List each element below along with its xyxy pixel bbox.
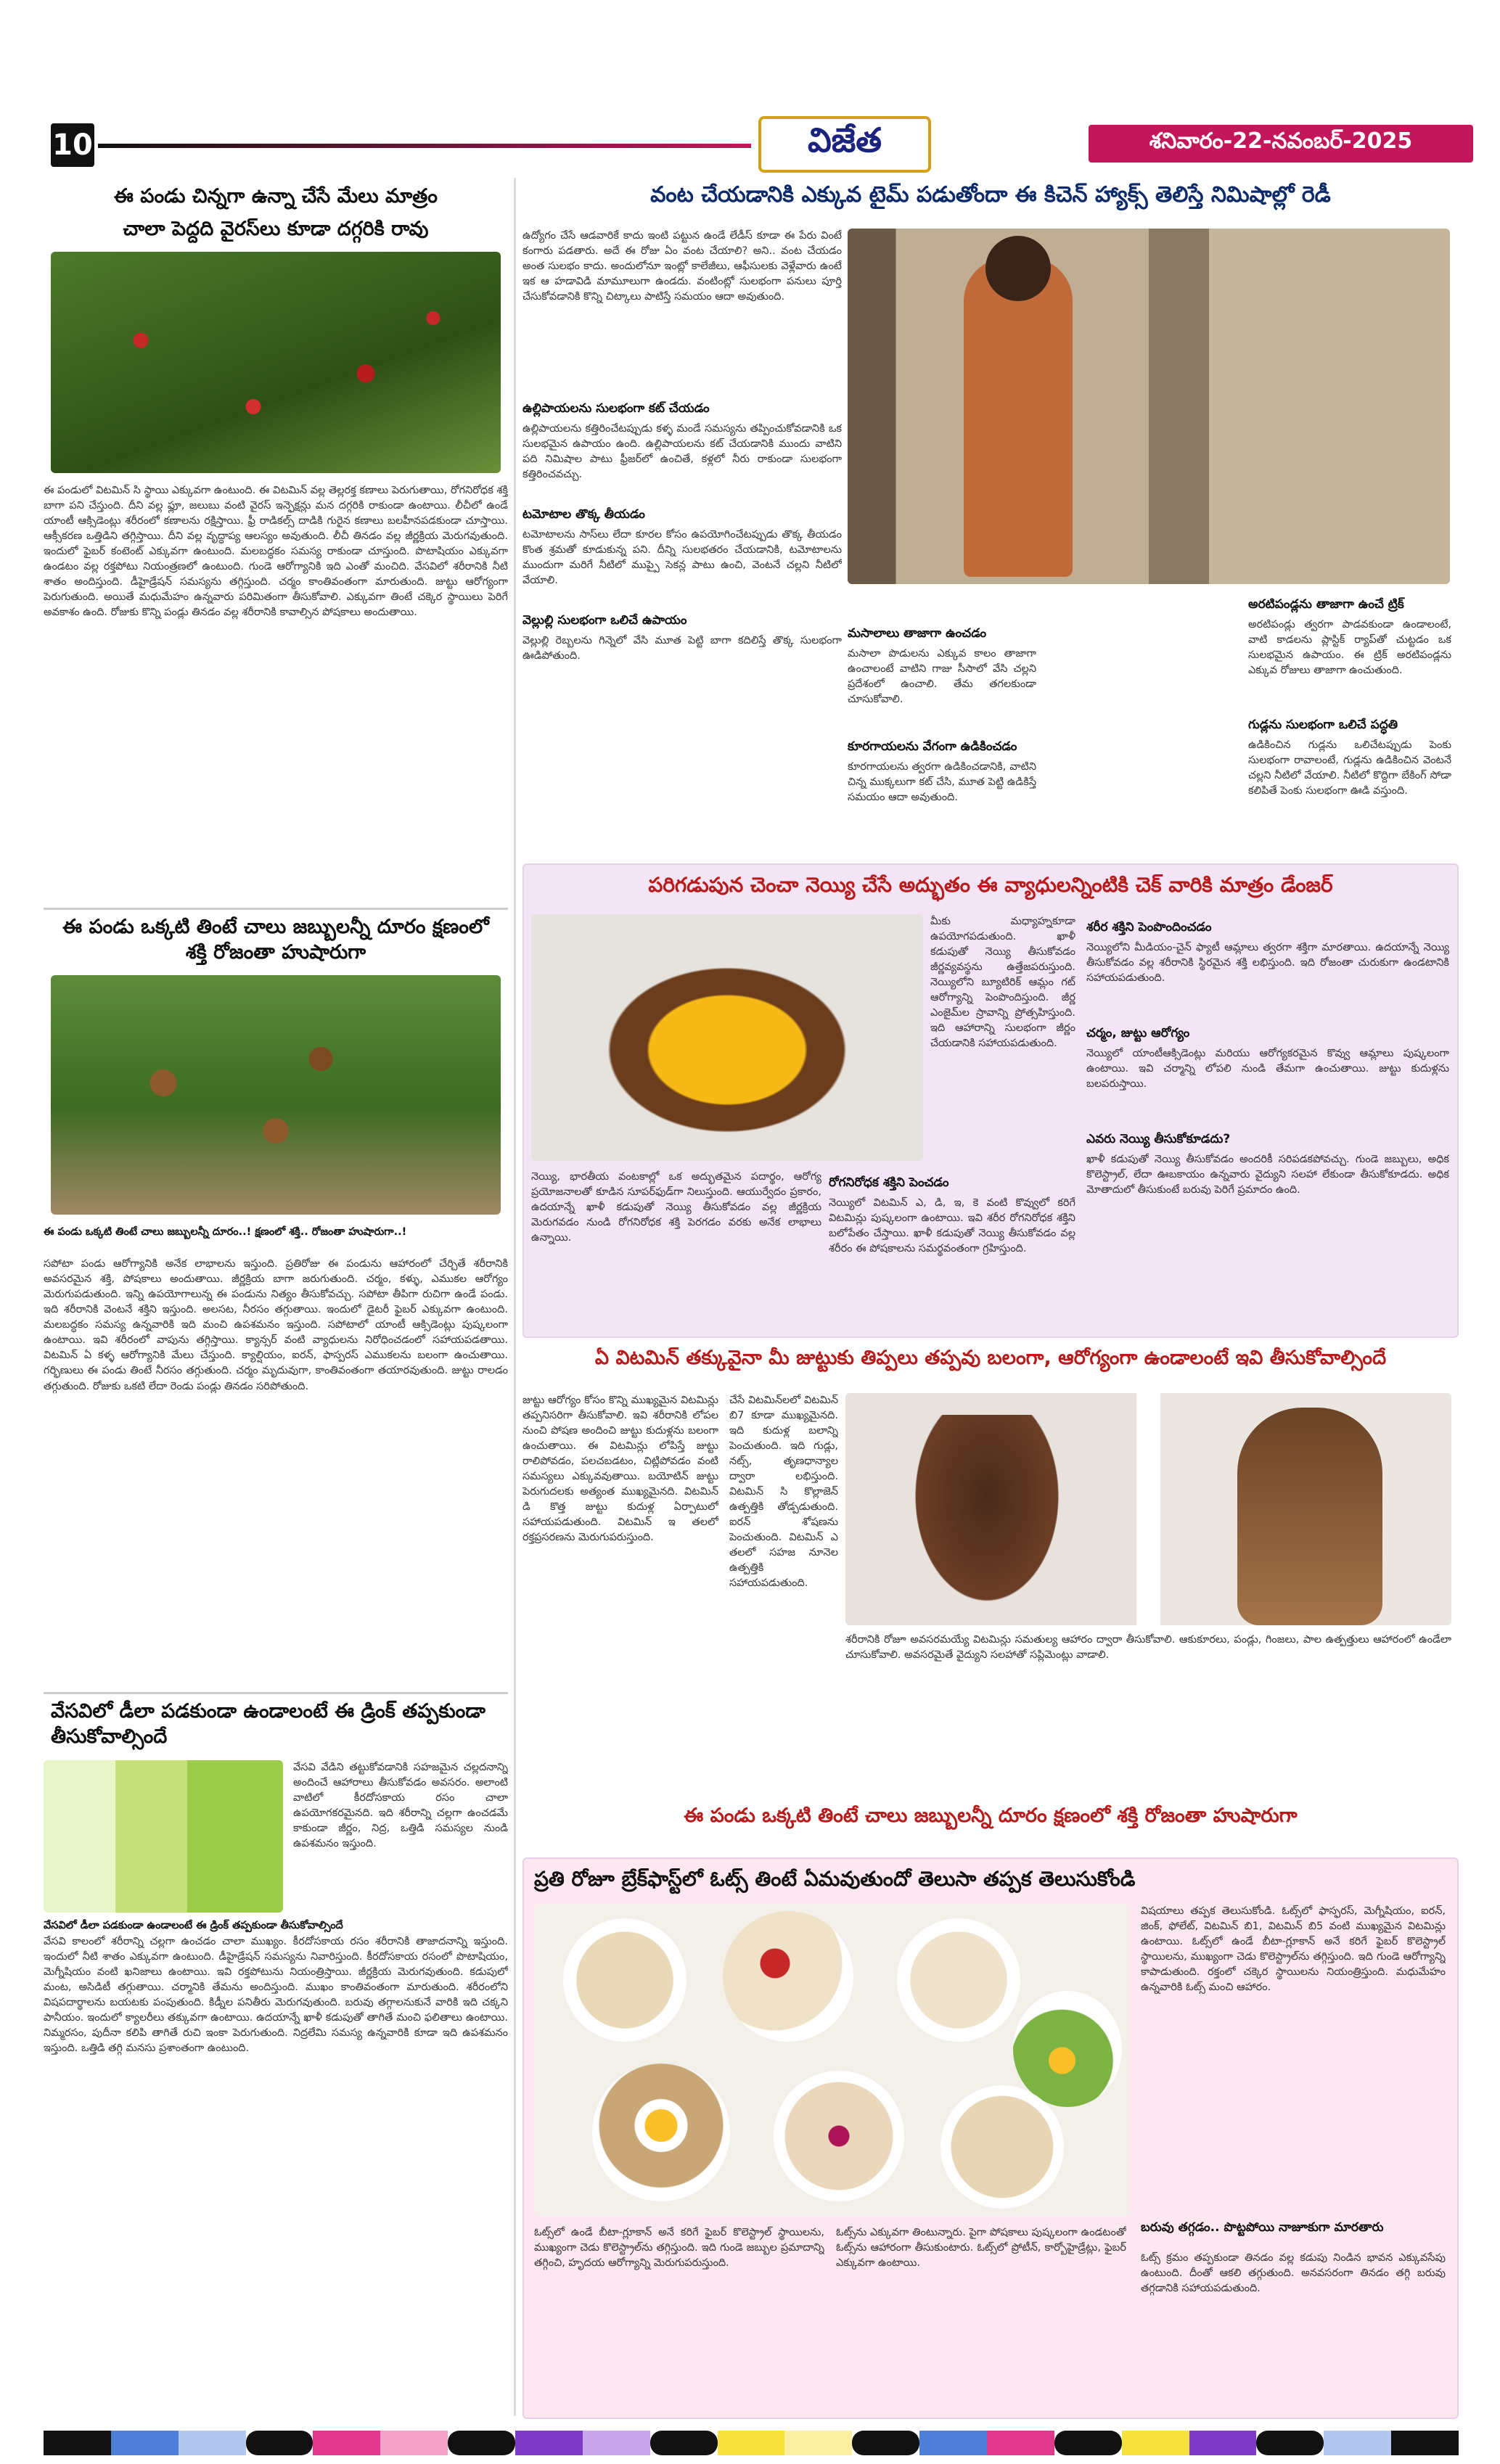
kitchen-sub-veg-body: కూరగాయలను త్వరగా ఉడికించడానికి, వాటిని చిన్న ముక్కలుగా కట్ చేసి, మూత పెట్టి ఉడికిస్తే సమయం ఆదా అవుతుంది. [848,761,1036,804]
ghee-bowl-photo [531,914,923,1161]
ghee-sub-who-body: ఖాళీ కడుపుతో నెయ్యి తీసుకోవడం అందరికీ సరిపడకపోవచ్చు. గుండె జబ్బులు, అధిక కొలెస్ట్రాల్, లేదా ఊబకాయం ఉన్నవారు వైద్యుని సలహా లేకుండా తీసుకోకూడదు. అధిక మోతాదులో తీసుకుంటే బరువు పెరిగే ప్రమాదం ఉంది. [1086,1154,1449,1196]
article-sapota-body: సపోటా పండు ఆరోగ్యానికి అనేక లాభాలను ఇస్తుంది. ప్రతిరోజు ఈ పండును ఆహారంలో చేర్చితే శరీరానికి అవసరమైన శక్తి, పోషకాలు అందుతాయి. జీర్ణక్రియ బాగా జరుగుతుంది. చర్మం, కళ్ళు, ఎముకల ఆరోగ్యం మెరుగుపడుతుంది. ఇన్ని ఉపయోగాలున్న ఈ పండును నిత్యం తీసుకోవచ్చు. సపోటా తీపిగా రుచిగా ఉండే పండు. ఇది శరీరానికి వెంటనే శక్తిని ఇస్తుంది. అలసట, నీరసం తగ్గుతాయి. ఇందులో డైటరీ ఫైబర్ ఎక్కువగా ఉంటుంది. మలబద్ధకం సమస్య ఉన్నవారికి ఇది మంచి ఉపశమనం ఇస్తుంది. సపోటాలో యాంటీ ఆక్సిడెంట్లు పుష్కలంగా ఉంటాయి. ఇవి శరీరంలో వాపును తగ్గిస్తాయి. క్యాన్సర్ వంటి వ్యాధులను నిరోధించడంలో సహాయపడతాయి. విటమిన్ ఏ కళ్ళ ఆరోగ్యానికి మేలు చేస్తుంది. క్యాల్షియం, ఐరన్, ఫాస్పరస్ ఎముకలను బలంగా ఉంచుతాయి. గర్భిణులు ఈ పండు తింటే నీరసం తగ్గుతుంది. చర్మం మృదువుగా, కాంతివంతంగా తయారవుతుంది. జుట్టు రాలడం తగ్గుతుంది. రోజుకు ఒకటి లేదా రెండు పండ్లు తినడం సరిపోతుంది. [44,1258,508,1392]
kitchen-sub-egg-body: ఉడికించిన గుడ్లను ఒలిచేటప్పుడు పెంకు సులభంగా రావాలంటే, గుడ్లను ఉడికించిన వెంటనే చల్లని నీటిలో వేయాలి. నీటిలో కొద్దిగా బేకింగ్ సోడా కలిపితే పెంకు సులభంగా ఊడి వస్తుంది. [1248,739,1451,797]
lychee-tree-photo [51,252,501,473]
article-sapota-title: ఈ పండు ఒక్కటి తింటే చాలు జబ్బులన్నీ దూరం క్షణంలో శక్తి రోజంతా హుషారుగా [62,916,489,964]
header-rule [98,144,751,148]
kitchen-sub-onion-body: ఉల్లిపాయలను కత్తిరించేటప్పుడు కళ్ళ మండే సమస్యను తప్పించుకోవడానికి ఒక సులభమైన ఉపాయం ఉంది. ఉల్లిపాయలను కట్ చేయడానికి ముందు వాటిని పది నిమిషాల పాటు ఫ్రీజర్‌లో ఉంచితే, కళ్లలో నీరు రాకుండా సులభంగా కత్తిరించవచ్చు. [522,423,842,481]
kitchen-sub-onion: ఉల్లిపాయలను సులభంగా కట్ చేయడం [522,401,710,416]
oats-c3: ఓట్స్ క్రమం తప్పకుండా తినడం వల్ల కడుపు నిండిన భావన ఎక్కువసేపు ఉంటుంది. దీంతో ఆకలి తగ్గుతుంది. అనవసరంగా తినడం తగ్గి బరువు తగ్గడానికి సహాయపడుతుంది. [1141,2252,1446,2295]
article-hair [522,1342,1459,1792]
hair-comparison-photo [845,1393,1451,1625]
masthead-logo: విజేత [758,116,931,173]
kitchen-sub-garlic: వెల్లుల్లి సులభంగా ఒలిచే ఉపాయం [522,613,687,628]
article-sapota-lead: ఈ పండు ఒక్కటి తింటే చాలు జబ్బులన్నీ దూరం..! క్షణంలో శక్తి.. రోజంతా హుషారుగా..! [44,1226,407,1239]
kitchen-sub-garlic-body: వెల్లుల్లి రెబ్బలను గిన్నెలో వేసి మూత పెట్టి బాగా కదిలిస్తే తొక్క సులభంగా ఊడిపోతుంది. [522,635,842,662]
sapota-tree-photo [51,975,501,1215]
kitchen-sub-spice: మసాలాలు తాజాగా ఉంచడం [848,626,987,641]
ghee-sub-energy-body: నెయ్యిలోని మీడియం-చైన్ ఫ్యాటీ ఆమ్లాలు త్వరగా శక్తిగా మారతాయి. ఉదయాన్నే నెయ్యి తీసుకోవడం వల్ల శరీరానికి స్థిరమైన శక్తి లభిస్తుంది. ఇది రోజంతా చురుకుగా ఉండటానికి సహాయపడుతుంది. [1086,942,1449,985]
article-lychee-title: ఈ పండు చిన్నగా ఉన్నా చేసే మేలు మాత్రం [114,185,438,208]
ghee-sub-skin: చర్మం, జుట్టు ఆరోగ్యం [1086,1026,1190,1040]
article-kitchen-title: వంట చేయడానికి ఎక్కువ టైమ్ పడుతోందా ఈ కిచెన్ హ్యాక్స్ తెలిస్తే నిమిషాల్లో రెడీ [650,182,1331,208]
ghee-c1b: నెయ్యి, భారతీయ వంటకాల్లో ఒక అద్భుతమైన పదార్థం, ఆరోగ్య ప్రయోజనాలతో కూడిన సూపర్‌ఫుడ్‌గా నిలుస్తుంది. ఆయుర్వేదం ప్రకారం, ఉదయాన్నే ఖాళీ కడుపుతో నెయ్యి తీసుకోవడం వల్ల జీర్ణక్రియ మెరుగవడం నుండి రోగనిరోధక శక్తి పెరగడం వరకు అనేక లాభాలు ఉన్నాయి. [531,1171,821,1244]
hair-c1: జుట్టు ఆరోగ్యం కోసం కొన్ని ముఖ్యమైన విటమిన్లు తప్పనిసరిగా తీసుకోవాలి. ఇవి శరీరానికి లోపల నుంచి పోషణ అందించి జుట్టు కుదుళ్లను బలంగా ఉంచుతాయి. ఈ విటమిన్లు లోపిస్తే జుట్టు రాలిపోవడం, పలచబడటం, చిట్లిపోవడం వంటి సమస్యలు ఎక్కువవుతాయి. బయోటిన్ జుట్టు పెరుగుదలకు అత్యంత ముఖ్యమైనది. విటమిన్ డి కొత్త జుట్టు కుదుళ్ల ఏర్పాటులో సహాయపడుతుంది. విటమిన్ ఇ తలలో రక్తప్రసరణను మెరుగుపరుస్తుంది. [522,1395,718,1544]
ghee-sub-immunity: రోగనిరోధక శక్తిని పెంచడం [829,1175,949,1190]
oats-side: విషయాలు తప్పక తెలుసుకోండి. ఓట్స్‌లో ఫాస్ఫరస్, మెగ్నీషియం, ఐరన్, జింక్, ఫోలేట్, విటమిన్ బి1, విటమిన్ బి5 వంటి ముఖ్యమైన విటమిన్లు ఉంటాయి. ఓట్స్‌లో ఉండే బీటా-గ్లూకాన్ అనే కరిగే ఫైబర్ కొలెస్ట్రాల్ స్థాయిలను, ముఖ్యంగా చెడు కొలెస్ట్రాల్‌ను తగ్గిస్తుంది. ఇది గుండె ఆరోగ్యాన్ని కాపాడుతుంది. రక్తంలో చక్కెర స్థాయిలను నియంత్రిస్తుంది. మధుమేహం ఉన్నవారికి ఓట్స్ మంచి ఆహారం. [1141,1905,1446,1994]
article-kitchen [522,178,1459,860]
page-number: 10 [51,123,94,167]
article-drink-lead: వేసవిలో డీలా పడకుండా ఉండాలంటే ఈ డ్రింక్ తప్పకుండా తీసుకోవాల్సిందే [44,1919,343,1931]
kitchen-sub-spice-body: మసాలా పొడులను ఎక్కువ కాలం తాజాగా ఉంచాలంటే వాటిని గాజు సీసాలో వేసి చల్లని ప్రదేశంలో ఉంచాలి. తేమ తగలకుండా చూసుకోవాలి. [848,648,1036,706]
article-fruit-banner [522,1796,1459,1854]
oats-bowls-photo [534,1904,1129,2216]
kitchen-woman-photo [848,229,1450,584]
cucumber-juice-photo [44,1760,283,1913]
kitchen-sub-banana-body: అరటిపండ్లు త్వరగా పాడవకుండా ఉండాలంటే, వాటి కాడలను ప్లాస్టిక్ ర్యాప్‌తో చుట్టడం ఒక సులభమైన ఉపాయం. ఈ ట్రిక్ అరటిపండ్లను ఎక్కువ రోజులు తాజాగా ఉంచుతుంది. [1248,619,1451,677]
ghee-sub-immunity-body: నెయ్యిలో విటమిన్ ఎ, డి, ఇ, కె వంటి కొవ్వులో కరిగే విటమిన్లు పుష్కలంగా ఉంటాయి. ఇవి శరీర రోగనిరోధక శక్తిని బలోపేతం చేస్తాయి. ఖాళీ కడుపుతో నెయ్యి తీసుకోవడం వల్ల శరీరం ఈ పోషకాలను సమర్థవంతంగా గ్రహిస్తుంది. [829,1197,1075,1255]
kitchen-sub-banana: అరటిపండ్లను తాజాగా ఉంచే ట్రిక్ [1248,597,1404,612]
article-oats-title: ప్రతి రోజూ బ్రేక్‌ఫాస్ట్‌లో ఓట్స్ తింటే ఏమవుతుందో తెలుసా తప్పక తెలుసుకోండి [534,1867,1136,1891]
kitchen-sub-tomato-body: టమోటాలను సాస్‌లు లేదా కూరల కోసం ఉపయోగించేటప్పుడు తొక్క తీయడం కొంత శ్రమతో కూడుకున్న పని. దీన్ని సులభతరం చేయడానికి, టమోటాలను ముందుగా మరిగే నీటిలో ముప్పై సెకన్ల పాటు ఉంచి, వెంటనే చల్లని నీటిలో వేయాలి. [522,529,842,587]
oats-c2: ఓట్స్‌ను ఎక్కువగా తింటున్నారు. పైగా పోషకాలు పుష్కలంగా ఉండటంతో ఓట్స్‌ను ఆహారంగా తీసుకుంటారు. ఓట్స్‌లో ప్రోటీన్, కార్బోహైడ్రేట్లు, ఫైబర్ ఎక్కువగా ఉంటాయి. [836,2227,1126,2270]
article-ghee [522,863,1459,1338]
article-drink-body: వేసవి కాలంలో శరీరాన్ని చల్లగా ఉంచడం చాలా ముఖ్యం. కీరదోసకాయ రసం శరీరానికి తాజాదనాన్ని ఇస్తుంది. ఇందులో నీటి శాతం ఎక్కువగా ఉంటుంది. డీహైడ్రేషన్ సమస్యను నివారిస్తుంది. కీరదోసకాయ రసంలో పొటాషియం, మెగ్నీషియం వంటి ఖనిజాలు ఉంటాయి. ఇవి రక్తపోటును నియంత్రిస్తాయి. జీర్ణక్రియ మెరుగవుతుంది. కడుపులో మంట, అసిడిటీ తగ్గుతాయి. చర్మానికి తేమను అందిస్తుంది. ముఖం కాంతివంతంగా మారుతుంది. శరీరంలోని విషపదార్థాలను బయటకు పంపుతుంది. కిడ్నీల పనితీరు మెరుగవుతుంది. బరువు తగ్గాలనుకునే వారికి ఇది చక్కని పానీయం. ఇందులో క్యాలరీలు తక్కువగా ఉంటాయి. ఉదయాన్నే ఖాళీ కడుపుతో తాగితే మంచి ఫలితాలు ఉంటాయి. నిమ్మరసం, పుదీనా కలిపి తాగితే రుచి ఇంకా పెరుగుతుంది. నిద్రలేమి సమస్య ఉన్నవారికి కూడా ఇది ఉపశమనం ఇస్తుంది. ఒత్తిడి తగ్గి మనసు ప్రశాంతంగా ఉంటుంది. [44,1935,508,2054]
ghee-sub-energy: శరీర శక్తిని పెంపొందించడం [1086,920,1212,935]
ghee-sub-who: ఎవరు నెయ్యి తీసుకోకూడదు? [1086,1132,1231,1146]
ghee-sub-skin-body: నెయ్యిలో యాంటీఆక్సిడెంట్లు మరియు ఆరోగ్యకరమైన కొవ్వు ఆమ్లాలు పుష్కలంగా ఉంటాయి. ఇవి చర్మాన్ని లోపలి నుండి తేమగా ఉంచుతాయి. జుట్టు కుదుళ్లను బలపరుస్తాయి. [1086,1048,1449,1091]
column-divider [514,178,516,2416]
print-color-bar [44,2431,1459,2455]
ghee-c1: మీకు మధ్యాహ్నకూడా ఉపయోగపడుతుంది. ఖాళీ కడుపుతో నెయ్యి తీసుకోవడం జీర్ణవ్యవస్థను ఉత్తేజపరుస్తుంది. నెయ్యిలోని బ్యూటిరిక్ ఆమ్లం గట్ ఆరోగ్యాన్ని పెంపొందిస్తుంది. జీర్ణ ఎంజైమ్‌ల స్రావాన్ని ప్రోత్సహిస్తుంది. ఇది ఆహారాన్ని సులభంగా జీర్ణం చేయడానికి సహాయపడుతుంది. [930,916,1075,1050]
article-ghee-title: పరిగడుపున చెంచా నెయ్యి చేసే అద్భుతం ఈ వ్యాధులన్నింటికి చెక్ వారికి మాత్రం డేంజర్ [648,873,1333,897]
kitchen-sub-egg: గుడ్లను సులభంగా ఒలిచే పద్ధతి [1248,718,1398,732]
article-lychee-subtitle: చాలా పెద్దది వైరస్‌లు కూడా దగ్గరికి రావు [123,218,429,241]
kitchen-intro: ఉద్యోగం చేసే ఆడవారికే కాదు ఇంటి పట్టున ఉండే లేడీస్ కూడా ఈ పేరు వింటే కంగారు పడతారు. అదే ఈ రోజు ఏం వంట చేయాలి? అని.. వంట చేయడం అంత సులభం కాదు. అందులోనూ ఇంట్లో కాలేజీలు, ఆఫీసులకు వెళ్లేవారు ఉంటే ఇక ఆ హడావిడి మామూలుగా ఉండదు. వంటింట్లో సులభంగా పనులు పూర్తి చేసుకోవడానికి కొన్ని చిట్కాలు పాటిస్తే సమయం ఆదా అవుతుంది. [522,230,842,303]
oats-c1: ఓట్స్‌లో ఉండే బీటా-గ్లూకాన్ అనే కరిగే ఫైబర్ కొలెస్ట్రాల్ స్థాయిలను, ముఖ్యంగా చెడు కొలెస్ట్రాల్‌ను తగ్గిస్తుంది. ఇది గుండె జబ్బుల ప్రమాదాన్ని తగ్గించి, హృదయ ఆరోగ్యాన్ని మెరుగుపరుస్తుంది. [534,2227,824,2270]
kitchen-sub-tomato: టమోటాల తొక్క తీయడం [522,507,645,522]
oats-sub-weight: బరువు తగ్గడం.. పొట్టపోయి నాజూకుగా మారతారు [1141,2220,1384,2235]
hair-c3: శరీరానికి రోజూ అవసరమయ్యే విటమిన్లు సమతుల్య ఆహారం ద్వారా తీసుకోవాలి. ఆకుకూరలు, పండ్లు, గింజలు, పాల ఉత్పత్తులు ఆహారంలో ఉండేలా చూసుకోవాలి. అవసరమైతే వైద్యుని సలహాతో సప్లిమెంట్లు వాడాలి. [845,1634,1451,1662]
date-banner: శనివారం-22-నవంబర్-2025 [1089,125,1473,163]
article-drink-title: వేసవిలో డీలా పడకుండా ఉండాలంటే ఈ డ్రింక్ తప్పకుండా తీసుకోవాల్సిందే [51,1700,485,1749]
hair-c2: చేసే విటమిన్‌లలో విటమిన్ బి7 కూడా ముఖ్యమైనది. ఇది కుదుళ్ల బలాన్ని పెంచుతుంది. ఇది గుడ్లు, నట్స్, తృణధాన్యాల ద్వారా లభిస్తుంది. విటమిన్ సి కొల్లాజెన్ ఉత్పత్తికి తోడ్పడుతుంది. ఐరన్ శోషణను పెంచుతుంది. విటమిన్ ఎ తలలో సహజ నూనెల ఉత్పత్తికి సహాయపడుతుంది. [729,1395,838,1590]
kitchen-col2-body [848,591,1036,620]
article-lychee-body: ఈ పండులో విటమిన్ సి స్థాయి ఎక్కువగా ఉంటుంది. ఈ విటమిన్ వల్ల తెల్లరక్త కణాలు పెరుగుతాయి, రోగనిరోధక శక్తి బాగా పని చేస్తుంది. దీని వల్ల ఫ్లూ, జలుబు వంటి వైరస్ ఇన్ఫెక్షన్లు మన దగ్గరికి రాకుండా ఉంటాయి. లీచీలో ఉండే యాంటీ ఆక్సిడెంట్లు శరీరంలో కణాలను రక్షిస్తాయి. ఫ్రీ రాడికల్స్ దాడికి గురైన కణాలు బలహీనపడకుండా చూస్తాయి. ఆక్సీకరణ ఒత్తిడిని తగ్గిస్తాయి. దీని వల్ల వృద్ధాప్య ఆలస్యం అవుతుంది. లీచీ తినడం వల్ల జీర్ణక్రియ మెరుగవుతుంది. ఇందులో ఫైబర్ కంటెంట్ ఎక్కువగా ఉంటుంది. మలబద్ధకం సమస్య రాకుండా చూస్తుంది. పొటాషియం ఎక్కువగా ఉండటం వల్ల రక్తపోటు నియంత్రణలో ఉంటుంది. గుండె ఆరోగ్యానికి ఇది ఎంతో మంచిది. వేసవిలో శరీరానికి నీటి శాతం అందిస్తుంది. డీహైడ్రేషన్ సమస్యను తగ్గిస్తుంది. చర్మం కాంతివంతంగా మారుతుంది. జుట్టు ఆరోగ్యంగా పెరుగుతుంది. అయితే మధుమేహం ఉన్నవారు పరిమితంగా తీసుకోవాలి. ఎక్కువగా తింటే చక్కెర స్థాయిలు పెరిగే అవకాశం ఉంది. రోజుకు కొన్ని పండ్లు తినడం వల్ల శరీరానికి కావాల్సిన పోషకాలు అందుతాయి. [44,485,508,619]
kitchen-sub-veg: కూరగాయలను వేగంగా ఉడికించడం [848,739,1017,754]
article-oats [522,1857,1459,2419]
left-column [44,178,508,2416]
article-fruit-banner-title: ఈ పండు ఒక్కటి తింటే చాలు జబ్బులన్నీ దూరం క్షణంలో శక్తి రోజంతా హుషారుగా [684,1804,1298,1827]
article-drink-side: వేసవి వేడిని తట్టుకోవడానికి సహజమైన చల్లదనాన్ని అందించే ఆహారాలు తీసుకోవడం అవసరం. అలాంటి వాటిలో కీరదోసకాయ రసం చాలా ఉపయోగకరమైనది. ఇది శరీరాన్ని చల్లగా ఉంచడమే కాకుండా జీర్ణం, నిద్ర, ఒత్తిడి సమస్యల నుండి ఉపశమనం ఇస్తుంది. [293,1761,508,1849]
article-hair-title: ఏ విటమిన్ తక్కువైనా మీ జుట్టుకు తిప్పలు తప్పవు బలంగా, ఆరోగ్యంగా ఉండాలంటే ఇవి తీసుకోవాల్సిందే [594,1347,1387,1369]
